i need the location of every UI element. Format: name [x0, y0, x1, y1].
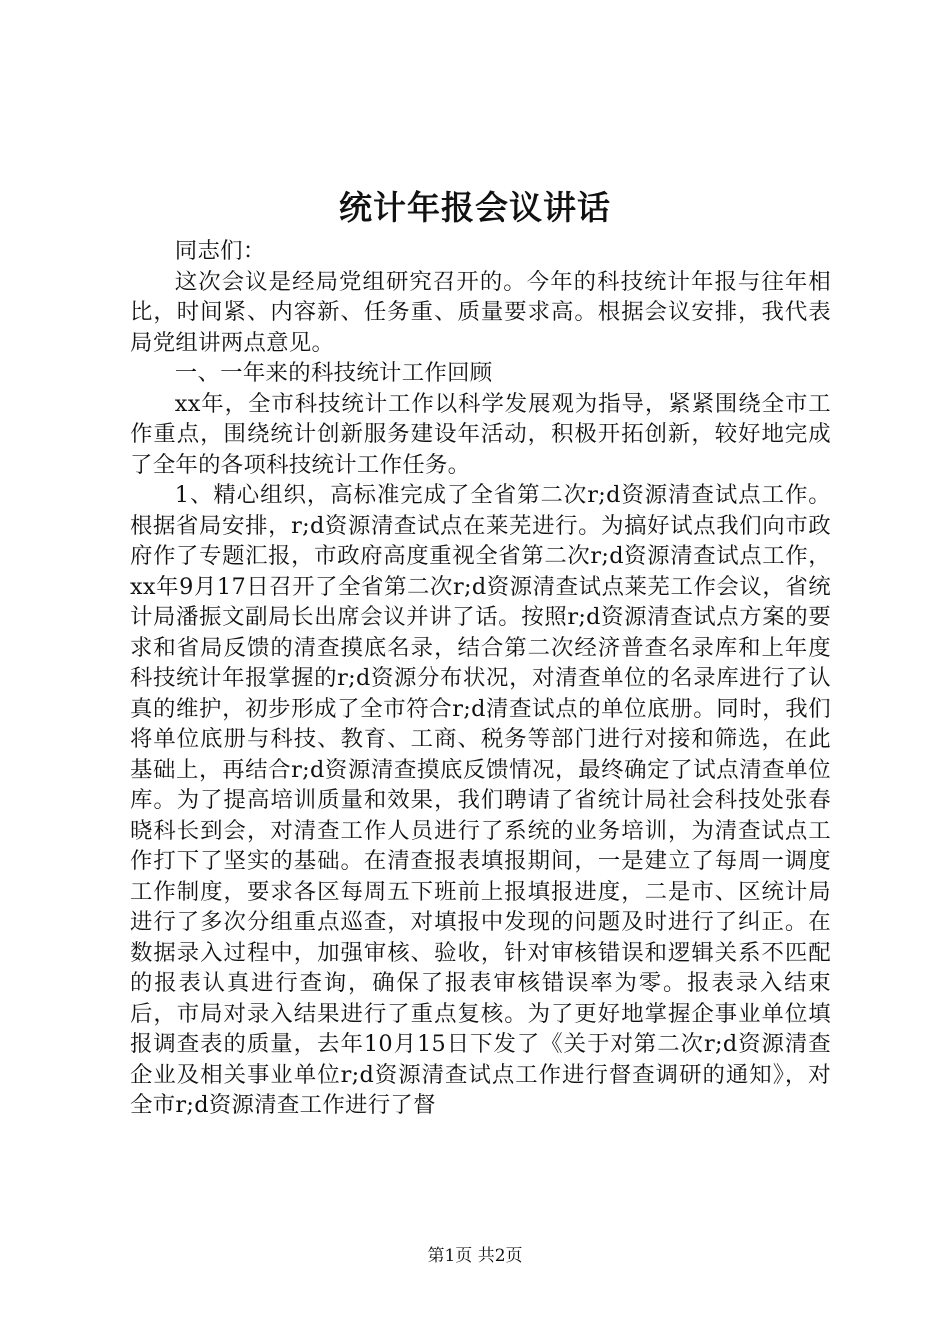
- summary-paragraph: xx年，全市科技统计工作以科学发展观为指导，紧紧围绕全市工作重点，围绕统计创新服务建设年活动，积极开拓创新，较好地完成了全年的各项科技统计工作任务。: [130, 390, 831, 478]
- detail-paragraph: 1、精心组织，高标准完成了全省第二次r;d资源清查试点工作。根据省局安排，r;d资源清查试点在莱芜进行。为搞好试点我们向市政府作了专题汇报，市政府高度重视全省第二次r;d资源清查试点工作，xx年9月17日召开了全省第二次r;d资源清查试点莱芜工作会议，省统计局潘振文副局长出席会议并讲了话。按照r;d资源清查试点方案的要求和省局反馈的清查摸底名录，结合第二次经济普查名录库和上年度科技统计年报掌握的r;d资源分布状况，对清查单位的名录库进行了认真的维护，初步形成了全市符合r;d清查试点的单位底册。同时，我们将单位底册与科技、教育、工商、税务等部门进行对接和筛选，在此基础上，再结合r;d资源清查摸底反馈情况，最终确定了试点清查单位库。为了提高培训质量和效果，我们聘请了省统计局社会科技处张春晓科长到会，对清查工作人员进行了系统的业务培训，为清查试点工作打下了坚实的基础。在清查报表填报期间，一是建立了每周一调度工作制度，要求各区每周五下班前上报填报进度，二是市、区统计局进行了多次分组重点巡查，对填报中发现的问题及时进行了纠正。在数据录入过程中，加强审核、验收，针对审核错误和逻辑关系不匹配的报表认真进行查询，确保了报表审核错误率为零。报表录入结束后，市局对录入结果进行了重点复核。为了更好地掌握企事业单位填报调查表的质量，去年10月15日下发了《关于对第二次r;d资源清查企业及相关事业单位r;d资源清查试点工作进行督查调研的通知》，对全市r;d资源清查工作进行了督: [130, 482, 831, 1118]
- page-footer: 第1页 共2页: [427, 1246, 523, 1266]
- document-body: [130, 236, 831, 1121]
- greeting-paragraph: 同志们：: [174, 238, 266, 264]
- document-title: 统计年报会议讲话: [339, 188, 611, 227]
- intro-paragraph: 这次会议是经局党组研究召开的。今年的科技统计年报与往年相比，时间紧、内容新、任务重、质量要求高。根据会议安排，我代表局党组讲两点意见。: [130, 268, 831, 356]
- section-heading: 一、一年来的科技统计工作回顾: [174, 360, 493, 386]
